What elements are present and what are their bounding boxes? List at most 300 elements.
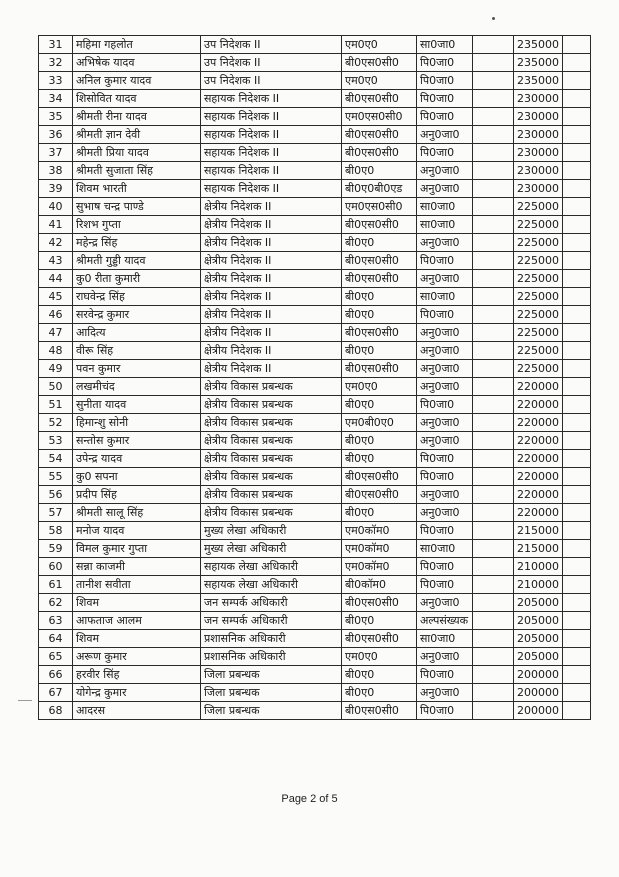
category-cell: पि0जा0 [417, 396, 473, 414]
post-cell: प्रशासनिक अधिकारी [201, 630, 342, 648]
pay-cell: 205000 [514, 648, 563, 666]
remark-cell [473, 504, 514, 522]
remark-cell [473, 612, 514, 630]
post-cell: जिला प्रबन्धक [201, 702, 342, 720]
qualification-cell: बी0ए0 [342, 306, 417, 324]
qualification-cell: बी0ए0 [342, 288, 417, 306]
name-cell: सरवेन्द्र कुमार [73, 306, 201, 324]
table-row [39, 306, 591, 324]
extra-cell [563, 144, 591, 162]
extra-cell [563, 450, 591, 468]
pay-cell: 230000 [514, 90, 563, 108]
table-row [39, 558, 591, 576]
pay-cell: 230000 [514, 108, 563, 126]
remark-cell [473, 432, 514, 450]
pay-cell: 220000 [514, 504, 563, 522]
table-row [39, 576, 591, 594]
serial-number-cell: 48 [39, 342, 73, 360]
category-cell: अनु0जा0 [417, 126, 473, 144]
remark-cell [473, 684, 514, 702]
remark-cell [473, 144, 514, 162]
remark-cell [473, 450, 514, 468]
extra-cell [563, 90, 591, 108]
post-cell: क्षेत्रीय विकास प्रबन्धक [201, 414, 342, 432]
name-cell: मनोज यादव [73, 522, 201, 540]
name-cell: लखमीचंद [73, 378, 201, 396]
qualification-cell: एम0बी0ए0 [342, 414, 417, 432]
name-cell: सन्तोस कुमार [73, 432, 201, 450]
name-cell: श्रीमती सुजाता सिंह [73, 162, 201, 180]
category-cell: पि0जा0 [417, 666, 473, 684]
name-cell: तानीश सवीता [73, 576, 201, 594]
name-cell: सन्ना काजमी [73, 558, 201, 576]
post-cell: क्षेत्रीय विकास प्रबन्धक [201, 396, 342, 414]
qualification-cell: बी0एस0सी0 [342, 486, 417, 504]
category-cell: पि0जा0 [417, 72, 473, 90]
table-row [39, 324, 591, 342]
table-row [39, 666, 591, 684]
extra-cell [563, 522, 591, 540]
pay-cell: 225000 [514, 360, 563, 378]
remark-cell [473, 522, 514, 540]
table-row [39, 630, 591, 648]
category-cell: पि0जा0 [417, 144, 473, 162]
post-cell: क्षेत्रीय निदेशक II [201, 288, 342, 306]
serial-number-cell: 53 [39, 432, 73, 450]
serial-number-cell: 47 [39, 324, 73, 342]
qualification-cell: बी0एस0सी0 [342, 468, 417, 486]
extra-cell [563, 198, 591, 216]
pay-cell: 220000 [514, 432, 563, 450]
qualification-cell: बी0एस0सी0 [342, 252, 417, 270]
remark-cell [473, 198, 514, 216]
roster-table [38, 35, 591, 720]
remark-cell [473, 486, 514, 504]
post-cell: सहायक निदेशक II [201, 126, 342, 144]
extra-cell [563, 486, 591, 504]
qualification-cell: बी0एस0सी0 [342, 324, 417, 342]
name-cell: योगेन्द्र कुमार [73, 684, 201, 702]
category-cell: सा0जा0 [417, 540, 473, 558]
extra-cell [563, 648, 591, 666]
qualification-cell: बी0एस0सी0 [342, 144, 417, 162]
qualification-cell: बी0ए0 [342, 432, 417, 450]
category-cell: सा0जा0 [417, 288, 473, 306]
extra-cell [563, 252, 591, 270]
serial-number-cell: 63 [39, 612, 73, 630]
extra-cell [563, 612, 591, 630]
qualification-cell: बी0कॉम0 [342, 576, 417, 594]
remark-cell [473, 90, 514, 108]
name-cell: रिशभ गुप्ता [73, 216, 201, 234]
extra-cell [563, 216, 591, 234]
extra-cell [563, 396, 591, 414]
remark-cell [473, 576, 514, 594]
category-cell: अनु0जा0 [417, 414, 473, 432]
post-cell: उप निदेशक II [201, 54, 342, 72]
category-cell: अनु0जा0 [417, 486, 473, 504]
name-cell: शिसोवित यादव [73, 90, 201, 108]
pay-cell: 230000 [514, 162, 563, 180]
pay-cell: 225000 [514, 234, 563, 252]
pay-cell: 220000 [514, 414, 563, 432]
table-row [39, 342, 591, 360]
qualification-cell: एम0ए0 [342, 36, 417, 54]
pay-cell: 225000 [514, 342, 563, 360]
qualification-cell: बी0ए0 [342, 666, 417, 684]
extra-cell [563, 324, 591, 342]
category-cell: पि0जा0 [417, 558, 473, 576]
name-cell: अरूण कुमार [73, 648, 201, 666]
remark-cell [473, 468, 514, 486]
remark-cell [473, 306, 514, 324]
pay-cell: 220000 [514, 468, 563, 486]
name-cell: महेन्द्र सिंह [73, 234, 201, 252]
name-cell: महिमा गहलोत [73, 36, 201, 54]
table-row [39, 432, 591, 450]
qualification-cell: बी0ए0 [342, 396, 417, 414]
remark-cell [473, 540, 514, 558]
post-cell: क्षेत्रीय विकास प्रबन्धक [201, 450, 342, 468]
post-cell: क्षेत्रीय विकास प्रबन्धक [201, 504, 342, 522]
post-cell: जिला प्रबन्धक [201, 684, 342, 702]
pay-cell: 205000 [514, 594, 563, 612]
serial-number-cell: 45 [39, 288, 73, 306]
name-cell: श्रीमती रीना यादव [73, 108, 201, 126]
name-cell: श्रीमती गुड्डी यादव [73, 252, 201, 270]
extra-cell [563, 342, 591, 360]
category-cell: पि0जा0 [417, 522, 473, 540]
category-cell: अनु0जा0 [417, 360, 473, 378]
name-cell: राघवेन्द्र सिंह [73, 288, 201, 306]
qualification-cell: एम0एस0सी0 [342, 108, 417, 126]
qualification-cell: बी0एस0सी0 [342, 702, 417, 720]
serial-number-cell: 59 [39, 540, 73, 558]
category-cell: अनु0जा0 [417, 684, 473, 702]
qualification-cell: बी0ए0 [342, 234, 417, 252]
post-cell: क्षेत्रीय निदेशक II [201, 252, 342, 270]
serial-number-cell: 33 [39, 72, 73, 90]
category-cell: सा0जा0 [417, 630, 473, 648]
qualification-cell: बी0एस0सी0 [342, 54, 417, 72]
extra-cell [563, 54, 591, 72]
pay-cell: 220000 [514, 450, 563, 468]
table-row [39, 216, 591, 234]
post-cell: जन सम्पर्क अधिकारी [201, 612, 342, 630]
remark-cell [473, 252, 514, 270]
extra-cell [563, 702, 591, 720]
roster-body [39, 36, 591, 720]
post-cell: क्षेत्रीय विकास प्रबन्धक [201, 432, 342, 450]
post-cell: सहायक निदेशक II [201, 162, 342, 180]
qualification-cell: एम0कॉम0 [342, 540, 417, 558]
table-row [39, 522, 591, 540]
qualification-cell: बी0ए0 [342, 450, 417, 468]
category-cell: अनु0जा0 [417, 594, 473, 612]
remark-cell [473, 288, 514, 306]
table-row [39, 108, 591, 126]
post-cell: क्षेत्रीय निदेशक II [201, 270, 342, 288]
pay-cell: 225000 [514, 216, 563, 234]
name-cell: सुभाष चन्द्र पाण्डे [73, 198, 201, 216]
category-cell: अल्पसंख्यक [417, 612, 473, 630]
qualification-cell: बी0ए0 [342, 162, 417, 180]
category-cell: सा0जा0 [417, 198, 473, 216]
serial-number-cell: 43 [39, 252, 73, 270]
qualification-cell: बी0एस0सी0 [342, 216, 417, 234]
serial-number-cell: 41 [39, 216, 73, 234]
qualification-cell: बी0एस0सी0 [342, 360, 417, 378]
post-cell: क्षेत्रीय निदेशक II [201, 324, 342, 342]
name-cell: कु0 सपना [73, 468, 201, 486]
serial-number-cell: 67 [39, 684, 73, 702]
qualification-cell: बी0ए0बी0एड [342, 180, 417, 198]
remark-cell [473, 360, 514, 378]
qualification-cell: एम0ए0 [342, 378, 417, 396]
post-cell: क्षेत्रीय निदेशक II [201, 216, 342, 234]
serial-number-cell: 42 [39, 234, 73, 252]
pay-cell: 210000 [514, 576, 563, 594]
name-cell: श्रीमती प्रिया यादव [73, 144, 201, 162]
post-cell: जिला प्रबन्धक [201, 666, 342, 684]
pay-cell: 225000 [514, 306, 563, 324]
page-number: Page 2 of 5 [281, 793, 338, 805]
extra-cell [563, 72, 591, 90]
table-row [39, 648, 591, 666]
extra-cell [563, 162, 591, 180]
post-cell: क्षेत्रीय निदेशक II [201, 360, 342, 378]
extra-cell [563, 666, 591, 684]
table-row [39, 198, 591, 216]
table-row [39, 288, 591, 306]
serial-number-cell: 44 [39, 270, 73, 288]
pay-cell: 235000 [514, 36, 563, 54]
qualification-cell: बी0एस0सी0 [342, 594, 417, 612]
category-cell: अनु0जा0 [417, 378, 473, 396]
post-cell: सहायक निदेशक II [201, 180, 342, 198]
post-cell: क्षेत्रीय निदेशक II [201, 234, 342, 252]
table-row [39, 270, 591, 288]
qualification-cell: बी0एस0सी0 [342, 630, 417, 648]
name-cell: कु0 रीता कुमारी [73, 270, 201, 288]
pay-cell: 215000 [514, 522, 563, 540]
table-row [39, 468, 591, 486]
serial-number-cell: 68 [39, 702, 73, 720]
extra-cell [563, 540, 591, 558]
remark-cell [473, 108, 514, 126]
serial-number-cell: 51 [39, 396, 73, 414]
remark-cell [473, 414, 514, 432]
table-row [39, 414, 591, 432]
pay-cell: 225000 [514, 252, 563, 270]
category-cell: पि0जा0 [417, 252, 473, 270]
table-row [39, 594, 591, 612]
category-cell: अनु0जा0 [417, 324, 473, 342]
category-cell: सा0जा0 [417, 216, 473, 234]
margin-mark [18, 700, 32, 701]
serial-number-cell: 32 [39, 54, 73, 72]
serial-number-cell: 35 [39, 108, 73, 126]
table-row [39, 360, 591, 378]
qualification-cell: एम0एस0सी0 [342, 198, 417, 216]
category-cell: अनु0जा0 [417, 342, 473, 360]
extra-cell [563, 414, 591, 432]
serial-number-cell: 58 [39, 522, 73, 540]
extra-cell [563, 630, 591, 648]
post-cell: मुख्य लेखा अधिकारी [201, 522, 342, 540]
remark-cell [473, 270, 514, 288]
post-cell: सहायक लेखा अधिकारी [201, 576, 342, 594]
extra-cell [563, 576, 591, 594]
post-cell: सहायक निदेशक II [201, 90, 342, 108]
name-cell: आदरस [73, 702, 201, 720]
extra-cell [563, 126, 591, 144]
pay-cell: 230000 [514, 144, 563, 162]
name-cell: हिमान्शु सोनी [73, 414, 201, 432]
serial-number-cell: 49 [39, 360, 73, 378]
name-cell: पवन कुमार [73, 360, 201, 378]
post-cell: सहायक लेखा अधिकारी [201, 558, 342, 576]
table-row [39, 54, 591, 72]
extra-cell [563, 270, 591, 288]
remark-cell [473, 396, 514, 414]
remark-cell [473, 630, 514, 648]
pay-cell: 225000 [514, 288, 563, 306]
name-cell: उपेन्द्र यादव [73, 450, 201, 468]
category-cell: अनु0जा0 [417, 162, 473, 180]
extra-cell [563, 684, 591, 702]
extra-cell [563, 288, 591, 306]
extra-cell [563, 378, 591, 396]
table-row [39, 126, 591, 144]
pay-cell: 205000 [514, 612, 563, 630]
post-cell: क्षेत्रीय निदेशक II [201, 342, 342, 360]
remark-cell [473, 54, 514, 72]
table-row [39, 36, 591, 54]
post-cell: सहायक निदेशक II [201, 144, 342, 162]
remark-cell [473, 648, 514, 666]
category-cell: पि0जा0 [417, 54, 473, 72]
table-row [39, 702, 591, 720]
serial-number-cell: 60 [39, 558, 73, 576]
post-cell: क्षेत्रीय निदेशक II [201, 306, 342, 324]
extra-cell [563, 468, 591, 486]
pay-cell: 200000 [514, 666, 563, 684]
table-row [39, 612, 591, 630]
pay-cell: 220000 [514, 378, 563, 396]
post-cell: क्षेत्रीय विकास प्रबन्धक [201, 378, 342, 396]
pay-cell: 230000 [514, 180, 563, 198]
pay-cell: 225000 [514, 270, 563, 288]
post-cell: उप निदेशक II [201, 36, 342, 54]
post-cell: क्षेत्रीय विकास प्रबन्धक [201, 468, 342, 486]
remark-cell [473, 378, 514, 396]
post-cell: क्षेत्रीय विकास प्रबन्धक [201, 486, 342, 504]
post-cell: सहायक निदेशक II [201, 108, 342, 126]
category-cell: अनु0जा0 [417, 432, 473, 450]
serial-number-cell: 31 [39, 36, 73, 54]
category-cell: पि0जा0 [417, 108, 473, 126]
serial-number-cell: 57 [39, 504, 73, 522]
pay-cell: 225000 [514, 198, 563, 216]
category-cell: अनु0जा0 [417, 234, 473, 252]
remark-cell [473, 234, 514, 252]
qualification-cell: बी0ए0 [342, 612, 417, 630]
table-row [39, 504, 591, 522]
post-cell: प्रशासनिक अधिकारी [201, 648, 342, 666]
qualification-cell: बी0एस0सी0 [342, 90, 417, 108]
name-cell: शिवम [73, 594, 201, 612]
remark-cell [473, 180, 514, 198]
name-cell: आफताज आलम [73, 612, 201, 630]
category-cell: पि0जा0 [417, 90, 473, 108]
serial-number-cell: 38 [39, 162, 73, 180]
table-row [39, 72, 591, 90]
serial-number-cell: 50 [39, 378, 73, 396]
post-cell: क्षेत्रीय निदेशक II [201, 198, 342, 216]
table-row [39, 180, 591, 198]
category-cell: पि0जा0 [417, 306, 473, 324]
extra-cell [563, 504, 591, 522]
post-cell: जन सम्पर्क अधिकारी [201, 594, 342, 612]
serial-number-cell: 52 [39, 414, 73, 432]
name-cell: शिवम [73, 630, 201, 648]
name-cell: वीरू सिंह [73, 342, 201, 360]
extra-cell [563, 558, 591, 576]
table-row [39, 234, 591, 252]
serial-number-cell: 46 [39, 306, 73, 324]
pay-cell: 220000 [514, 396, 563, 414]
table-row [39, 378, 591, 396]
name-cell: शिवम भारती [73, 180, 201, 198]
pay-cell: 215000 [514, 540, 563, 558]
remark-cell [473, 216, 514, 234]
serial-number-cell: 61 [39, 576, 73, 594]
table-row [39, 90, 591, 108]
remark-cell [473, 72, 514, 90]
remark-cell [473, 702, 514, 720]
extra-cell [563, 36, 591, 54]
pay-cell: 235000 [514, 72, 563, 90]
pay-cell: 200000 [514, 702, 563, 720]
serial-number-cell: 34 [39, 90, 73, 108]
name-cell: प्रदीप सिंह [73, 486, 201, 504]
extra-cell [563, 306, 591, 324]
pay-cell: 225000 [514, 324, 563, 342]
table-row [39, 540, 591, 558]
name-cell: अनिल कुमार यादव [73, 72, 201, 90]
serial-number-cell: 65 [39, 648, 73, 666]
remark-cell [473, 594, 514, 612]
pay-cell: 220000 [514, 486, 563, 504]
serial-number-cell: 36 [39, 126, 73, 144]
serial-number-cell: 37 [39, 144, 73, 162]
pay-cell: 230000 [514, 126, 563, 144]
extra-cell [563, 360, 591, 378]
category-cell: पि0जा0 [417, 702, 473, 720]
table-row [39, 684, 591, 702]
pay-cell: 210000 [514, 558, 563, 576]
name-cell: श्रीमती सालू सिंह [73, 504, 201, 522]
remark-cell [473, 126, 514, 144]
pay-cell: 205000 [514, 630, 563, 648]
serial-number-cell: 55 [39, 468, 73, 486]
name-cell: हरवीर सिंह [73, 666, 201, 684]
category-cell: अनु0जा0 [417, 648, 473, 666]
serial-number-cell: 56 [39, 486, 73, 504]
serial-number-cell: 62 [39, 594, 73, 612]
serial-number-cell: 64 [39, 630, 73, 648]
